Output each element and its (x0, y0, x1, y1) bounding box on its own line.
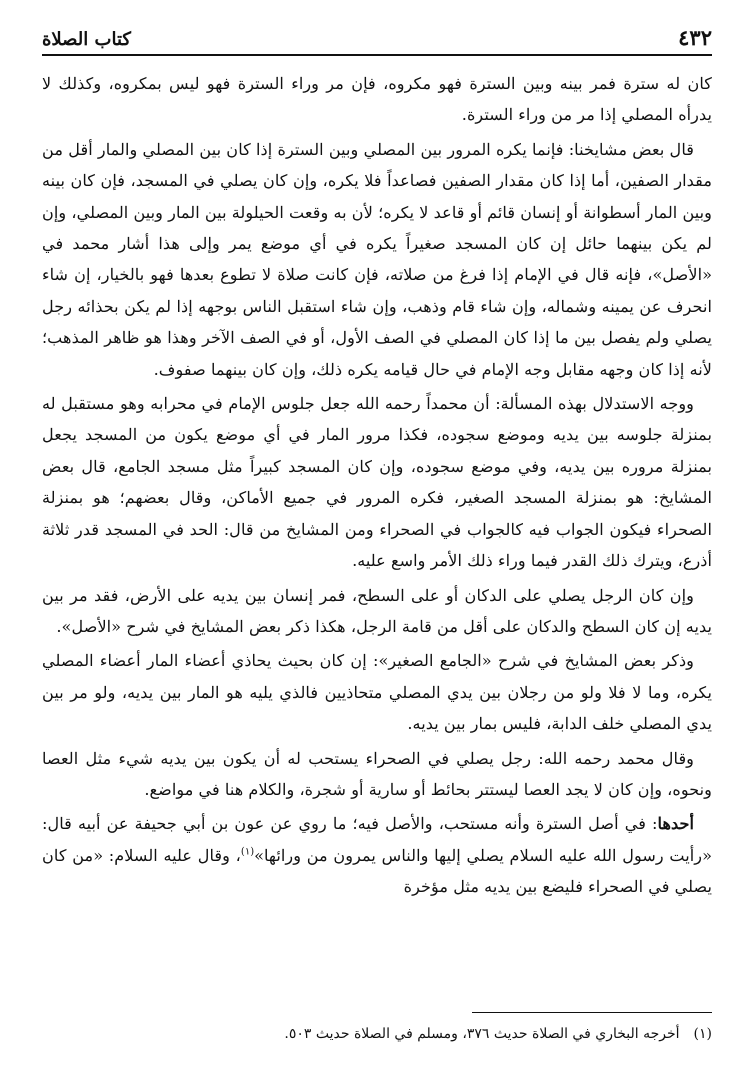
footnote-1 (42, 1023, 712, 1045)
paragraph-5: وذكر بعض المشايخ في شرح «الجامع الصغير»: إن كان بحيث يحاذي أعضاء المار أعضاء المصلي يكره، وما لا فلا ولو من رجلان بين يدي المصلي متحاذيين فالذي يليه هو المار بين يديه، ولو مر بين يدي المصلي خلف الدابة، فليس بمار بين يديه. (42, 651, 712, 734)
footnote-text: أخرجه البخاري في الصلاة حديث ٣٧٦، ومسلم في الصلاة حديث ٥٠٣. (284, 1026, 680, 1042)
footnote-separator (472, 1012, 712, 1013)
paragraph-lead-word: أحدها (657, 814, 694, 834)
paragraph-7-continuation: ، وقال عليه السلام: «من كان يصلي في الصحراء فليضع بين يديه مثل مؤخرة (42, 845, 712, 897)
paragraph-2: قال بعض مشايخنا: فإنما يكره المرور بين المصلي وبين السترة إذا كان بين المصلي والمار أقل من مقدار الصفين، أما إذا كان مقدار الصفين فصاعداً فلا يكره، وإن كان يصلي في المسجد، فإن كان بينه وبين المار أسطوانة أو إنسان قائم أو قاعد لا يكره؛ لأن به وقعت الحيلولة بين المار وبين المصلي، وإن لم يكن بينهما حائل إن كان المسجد صغيراً يكره في أي موضع يمر وإلى هذا أشار محمد في «الأصل»، فإنه قال في الإمام إذا فرغ من صلاته، فإن كانت صلاة لا تطوع بعدها فهو بالخيار، إن شاء انحرف عن يمينه وشماله، وإن شاء قام وذهب، وإن شاء استقبل الناس بوجهه إذا لم يكن بحذائه رجل يصلي ولم يفصل بين ما إذا كان المصلي في الصف الأول، أو في الصف الآخر وهذا هو ظاهر المذهب؛ لأنه إذا كان وجهه مقابل وجه الإمام في حال قيامه يكره ذلك، وإن كان بينهما صفوف. (42, 139, 712, 379)
body-text (42, 68, 712, 903)
running-title: كتاب الصلاة (42, 29, 131, 50)
paragraph-1: كان له سترة فمر بينه وبين السترة فهو مكروه، فإن مر وراء السترة فهو ليس بمكروه، وكذلك لا يدرأه المصلي إذا مر من وراء السترة. (42, 74, 712, 125)
paragraph-7-text: : في أصل السترة وأنه مستحب، والأصل فيه؛ ما روي عن عون بن أبي جحيفة عن أبيه قال: «رأيت رسول الله عليه السلام يصلي إليها والناس يمرون من ورائها» (42, 814, 712, 865)
footnotes (42, 1012, 712, 1045)
paragraph-3: ووجه الاستدلال بهذه المسألة: أن محمداً رحمه الله جعل جلوس الإمام في محرابه وهو مستقبل له بمنزلة جلوسه بين يديه وموضع سجوده، فكذا مرور المار في أي موضع يكون من المسجد يجعل بمنزلة مروره بين يديه، وفي موضع سجوده، وإن كان المسجد كبيراً مثل مسجد الجامع، قال بعض المشايخ: هو بمنزلة المسجد الصغير، فكره المرور في جميع الأماكن، وقال بعضهم؛ هو بمنزلة الصحراء فيكون الجواب فيه كالجواب في الصحراء ومن المشايخ من قال: الحد في المسجد قدر ثلاثة أذرع، ويترك ذلك القدر فيما وراء ذلك الأمر واسع عليه. (42, 394, 712, 571)
footnote-reference[interactable]: (١) (240, 846, 255, 858)
page-number: ٤٣٢ (678, 25, 712, 50)
paragraph-7 (42, 808, 712, 902)
footnote-mark: (١) (693, 1026, 712, 1042)
paragraph-4: وإن كان الرجل يصلي على الدكان أو على السطح، فمر إنسان بين يديه على الأرض، فقد مر بين يديه إن كان السطح والدكان على أقل من قامة الرجل، هكذا ذكر بعض المشايخ في شرح «الأصل». (42, 585, 712, 636)
page-header (42, 25, 712, 56)
paragraph-6: وقال محمد رحمه الله: رجل يصلي في الصحراء يستحب له أن يكون بين يديه شيء مثل العصا ونحوه، وإن كان لا يجد العصا ليستتر بحائط أو سارية أو شجرة، والكلام هنا في مواضع. (42, 748, 712, 799)
